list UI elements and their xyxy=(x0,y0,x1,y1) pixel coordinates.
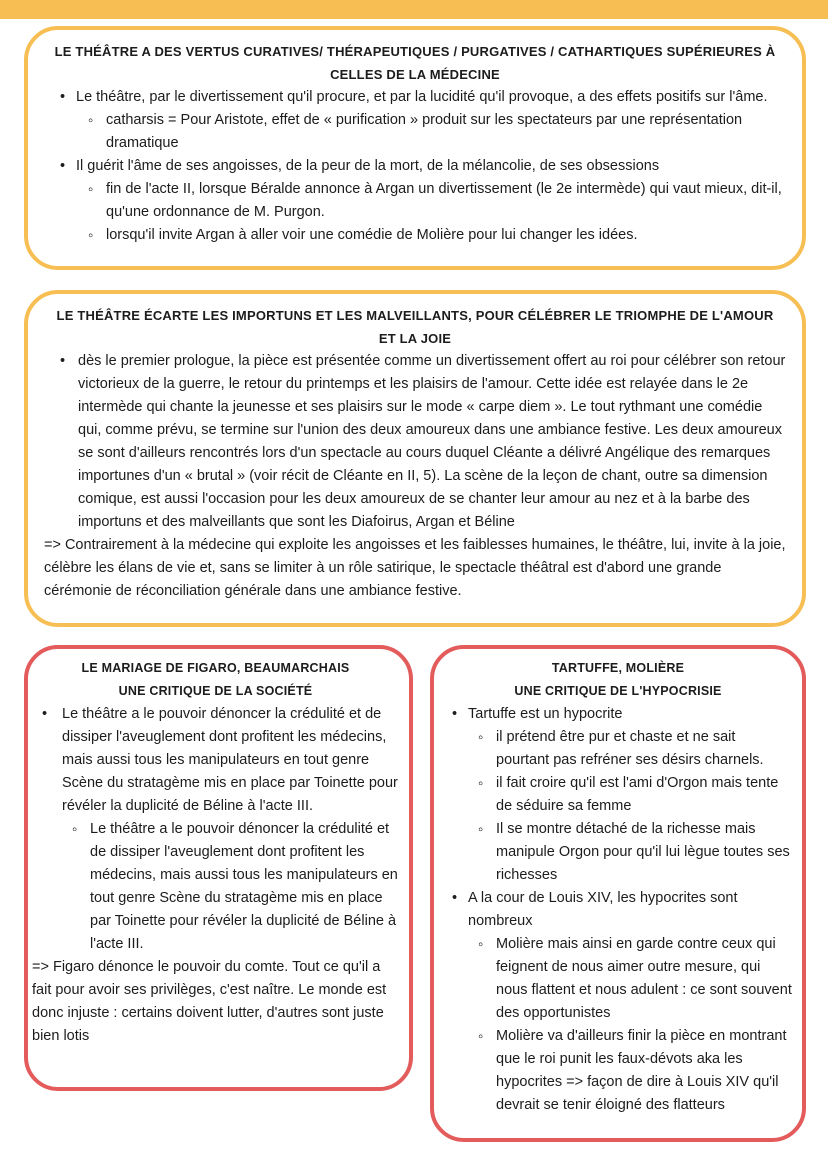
list-subitem: ◦ Le théâtre a le pouvoir dénoncer la crédulité et de dissiper l'aveuglement dont profitent les médecins, mais aussi tous les manipulateurs en tout genre Scène du stratagème mis en place par Toinette pour révéler la duplicité de Béline à l'acte III. xyxy=(32,818,399,956)
bullet-list xyxy=(44,86,786,247)
list-subitem: ◦ fin de l'acte II, lorsque Béralde annonce à Argan un divertissement (le 2e intermède) qui vaut mieux, dit-il, qu'une ordonnance de M. Purgon. xyxy=(44,178,786,224)
list-subitem: ◦ lorsqu'il invite Argan à aller voir une comédie de Molière pour lui changer les idées. xyxy=(44,224,786,247)
list-item: • Il guérit l'âme de ses angoisses, de la peur de la mort, de la mélancolie, de ses obsessions xyxy=(44,155,786,178)
section-title: TARTUFFE, MOLIÈRE xyxy=(551,661,685,675)
top-color-bar xyxy=(0,0,828,19)
bullet-list xyxy=(32,703,399,956)
list-subitem: ◦ Molière mais ainsi en garde contre ceux qui feignent de nous aimer outre mesure, qui nous flattent et nous adulent : ce sont souvent des opportunistes xyxy=(444,933,792,1025)
section-title: LE THÉÂTRE ÉCARTE LES IMPORTUNS ET LES MALVEILLANTS, POUR CÉLÉBRER LE TRIOMPHE DE L'AMOUR ET LA JOIE xyxy=(56,308,774,346)
bullet-list xyxy=(444,703,792,1117)
section-title: LE THÉÂTRE A DES VERTUS CURATIVES/ THÉRAPEUTIQUES / PURGATIVES / CATHARTIQUES SUPÉRIEURES À CELLES DE LA MÉDECINE xyxy=(54,44,776,82)
section-theatre-importuns xyxy=(24,290,806,627)
section-theatre-curatif xyxy=(24,26,806,270)
conclusion-paragraph: => Figaro dénonce le pouvoir du comte. Tout ce qu'il a fait pour avoir ses privilèges, c'est naître. Le monde est donc injuste : certains doivent lutter, d'autres sont juste bien lotis xyxy=(32,959,387,1044)
conclusion-paragraph: => Contrairement à la médecine qui exploite les angoisses et les faiblesses humaines, le théâtre, lui, invite à la joie, célèbre les élans de vie et, sans se limiter à un rôle satirique, le spectacle théâtral est d'abord une grande cérémonie de réconciliation générale dans une ambiance festive. xyxy=(44,537,786,599)
section-figaro xyxy=(24,645,413,1091)
list-item: • dès le premier prologue, la pièce est présentée comme un divertissement offert au roi pour célébrer son retour victorieux de la guerre, le retour du printemps et les plaisirs de l'amour. Cette idée est relayée dans le 2e intermède qui chante la jeunesse et ses plaisirs sur le mode « carpe diem ». Le tout rythmant une comédie qui, comme prévu, se termine sur l'union des deux amoureux dans une ambiance festive. Les deux amoureux se sont d'ailleurs rencontrés lors d'un spectacle au cours duquel Cléante a délivré Angélique des remarques importunes d'un « brutal » (voir récit de Cléante en II, 5). La scène de la leçon de chant, outre sa dimension comique, est aussi l'occasion pour les deux amoureux de se chanter leur amour au nez et à la barbe des importuns et des malveillants que sont les Diafoirus, Argan et Béline xyxy=(44,350,786,534)
list-subitem: ◦ Il se montre détaché de la richesse mais manipule Orgon pour qu'il lui lègue toutes ses richesses xyxy=(444,818,792,887)
list-subitem: ◦ catharsis = Pour Aristote, effet de « purification » produit sur les spectateurs par une représentation dramatique xyxy=(44,109,786,155)
list-item: • Le théâtre, par le divertissement qu'il procure, et par la lucidité qu'il provoque, a des effets positifs sur l'âme. xyxy=(44,86,786,109)
bullet-list xyxy=(44,350,786,534)
list-subitem: ◦ Molière va d'ailleurs finir la pièce en montrant que le roi punit les faux-dévots aka les hypocrites => façon de dire à Louis XIV qu'il devrait se tenir éloigné des flatteurs xyxy=(444,1025,792,1117)
section-title: LE MARIAGE DE FIGARO, BEAUMARCHAIS xyxy=(81,661,350,675)
section-subtitle: UNE CRITIQUE DE L'HYPOCRISIE xyxy=(514,684,722,698)
section-subtitle: UNE CRITIQUE DE LA SOCIÉTÉ xyxy=(118,684,313,698)
list-subitem: ◦ il prétend être pur et chaste et ne sait pourtant pas refréner ses désirs charnels. xyxy=(444,726,792,772)
list-item: • Tartuffe est un hypocrite xyxy=(444,703,792,726)
list-subitem: ◦ il fait croire qu'il est l'ami d'Orgon mais tente de séduire sa femme xyxy=(444,772,792,818)
list-item: • Le théâtre a le pouvoir dénoncer la crédulité et de dissiper l'aveuglement dont profitent les médecins, mais aussi tous les manipulateurs en tout genre Scène du stratagème mis en place par Toinette pour révéler la duplicité de Béline à l'acte III. xyxy=(32,703,399,818)
section-tartuffe xyxy=(430,645,806,1142)
list-item: • A la cour de Louis XIV, les hypocrites sont nombreux xyxy=(444,887,792,933)
